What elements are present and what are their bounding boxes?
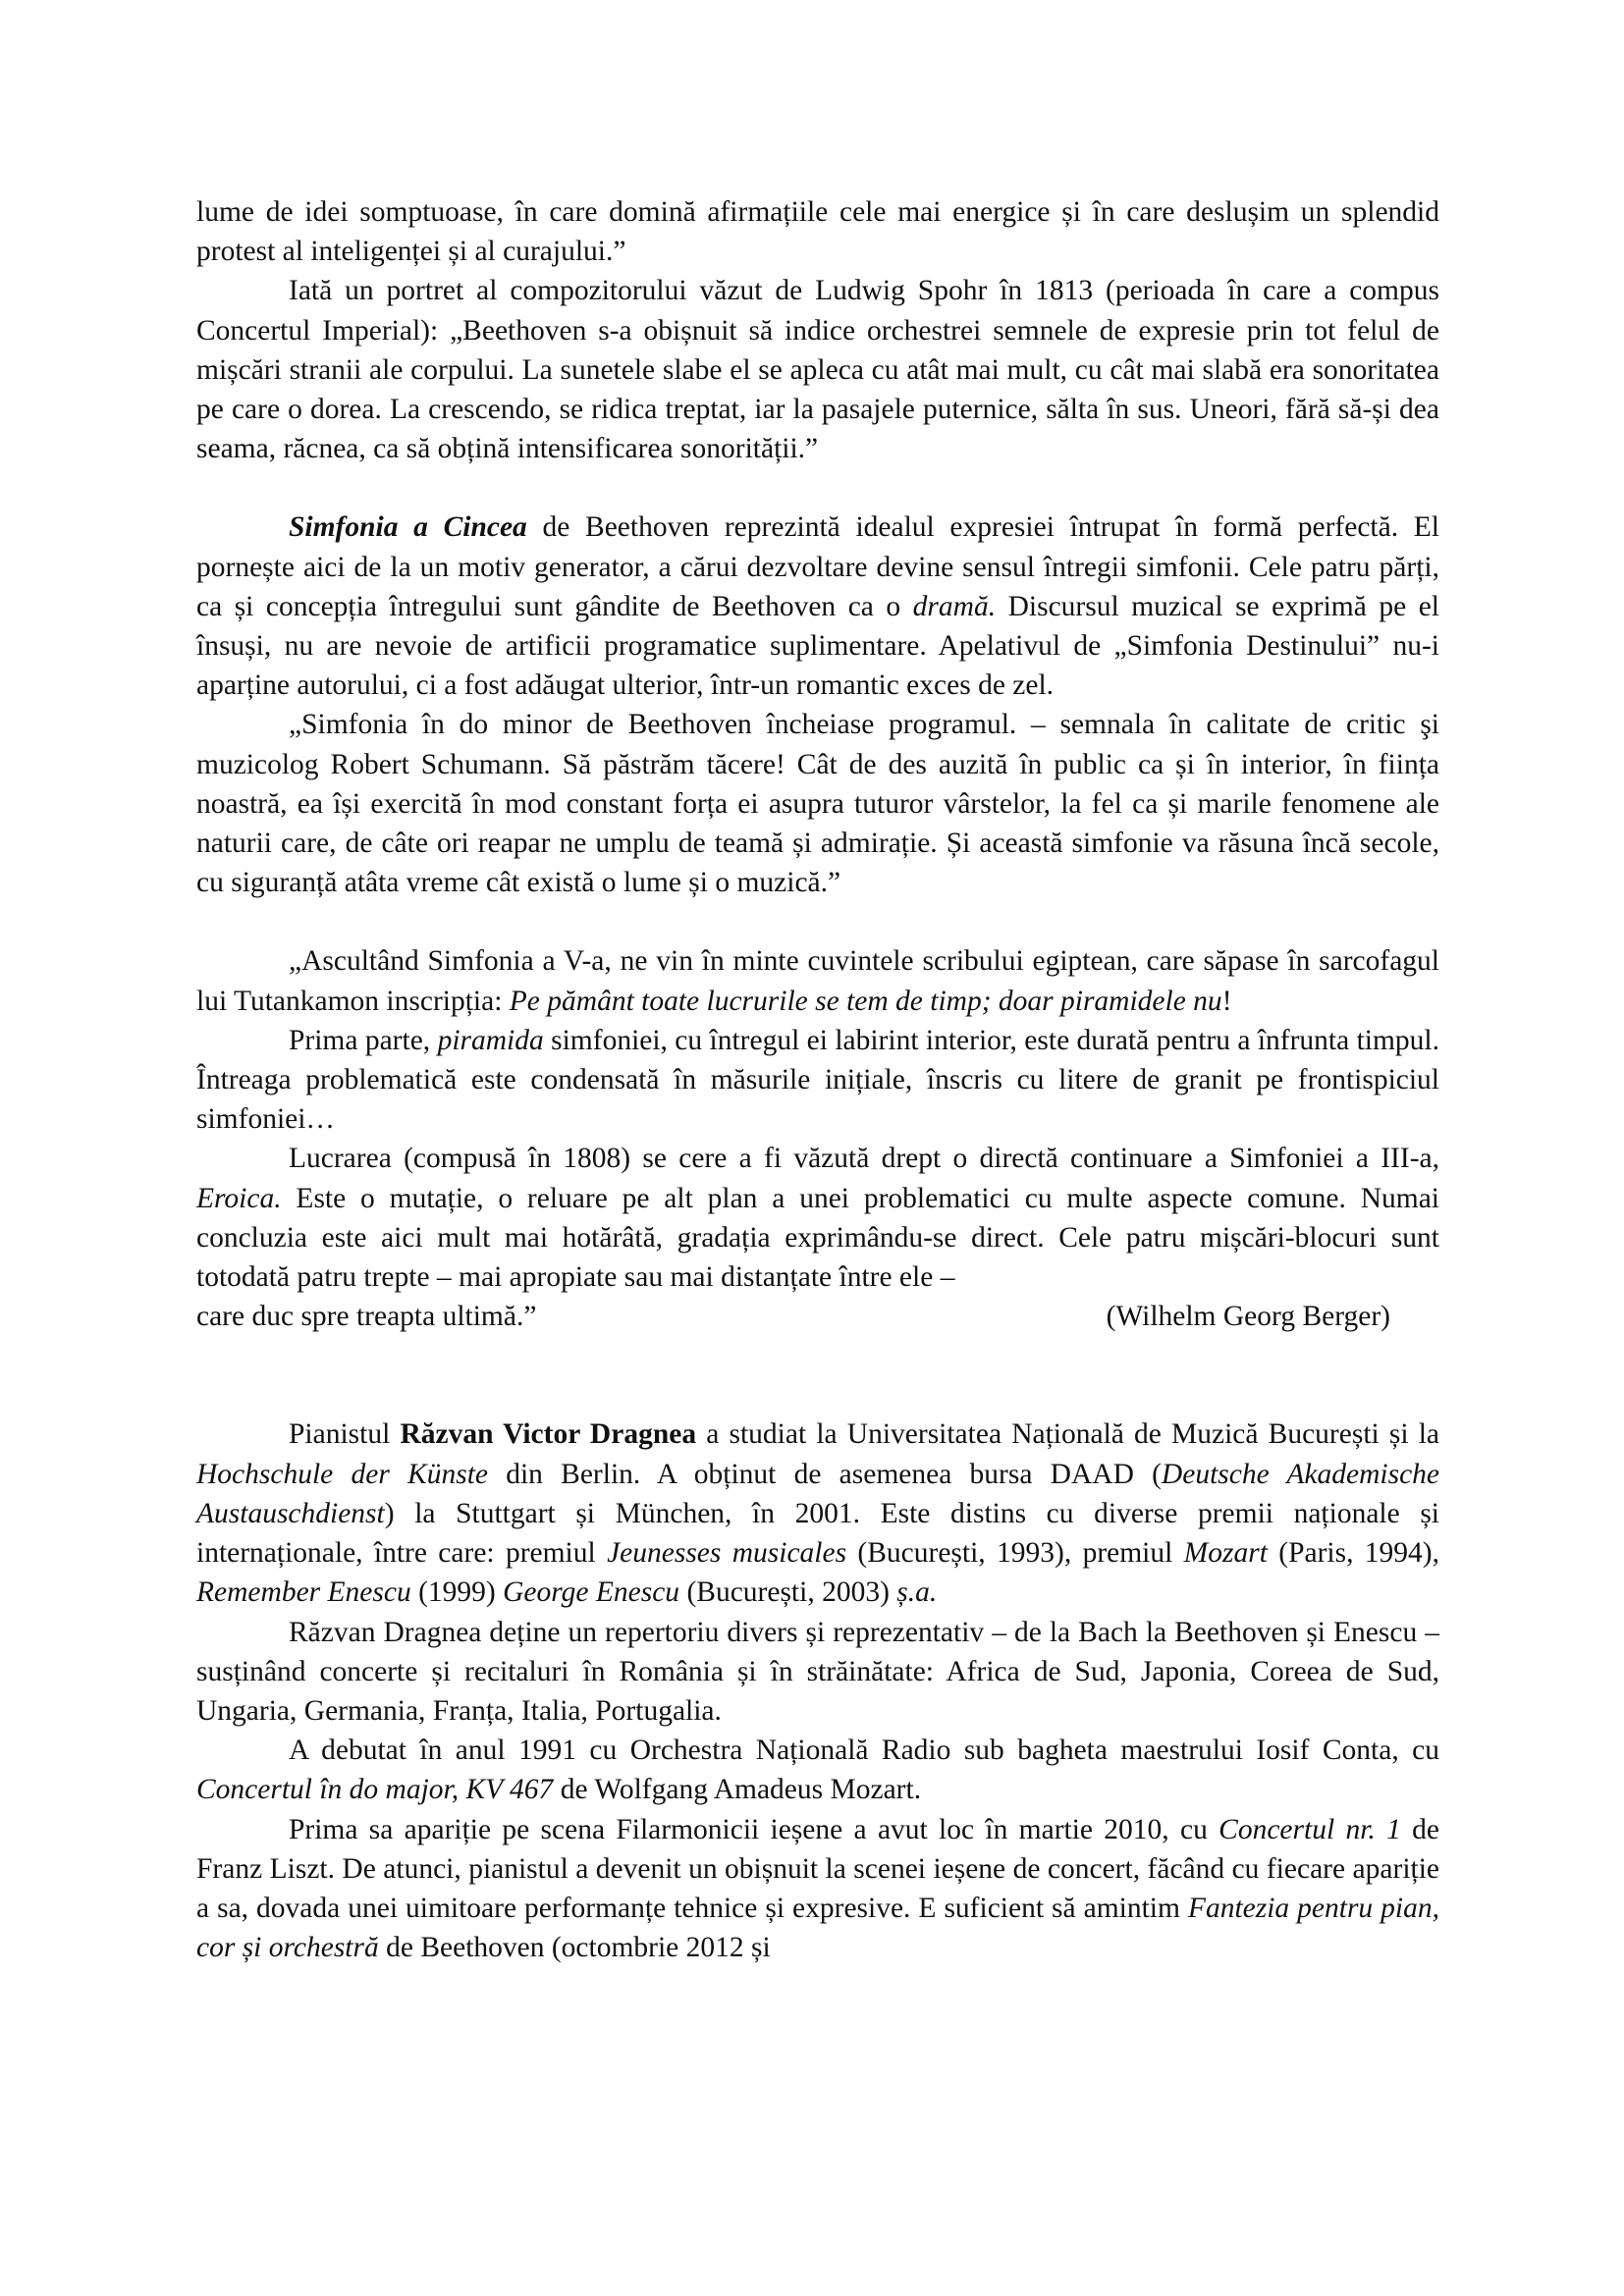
text-run: Prima sa apariție pe scena Filarmonicii ieșene a avut loc în martie 2010, cu <box>289 1813 1219 1845</box>
text-run: din Berlin. A obținut de asemenea bursa DAAD ( <box>488 1458 1162 1490</box>
text-run: Răzvan Dragnea deține un repertoriu divers și reprezentativ – de la Bach la Beethoven și Enescu – susținând concerte și recitaluri în România și în străinătate: Africa de Sud, Japonia, Coreea de Sud, Ungaria, Germania, Franța, Italia, Portugalia. <box>196 1616 1439 1727</box>
text-run: a studiat la Universitatea Națională de Muzică București și la <box>696 1418 1440 1451</box>
text-run: Iată un portret al compozitorului văzut de Ludwig Spohr în 1813 (perioada în care a compus Concertul Imperial): „Beethoven s-a obișnuit să indice orchestrei semnele de expresie prin tot felul de mișcări stranii ale corpului. La sunetele slabe el se apleca cu atât mai mult, cu cât mai slabă era sonoritatea pe care o dorea. La crescendo, se ridica treptat, iar la pasajele puternice, sălta în sus. Uneori, fără să-și dea seama, răcnea, ca să obțină intensificarea sonorității.” <box>196 275 1439 465</box>
bold-italic-text: Simfonia a Cincea <box>289 511 527 544</box>
paragraph-pianist-bio <box>196 1415 1439 1612</box>
italic-text: ș.a. <box>896 1576 938 1609</box>
text-run: de Beethoven (octombrie 2012 și <box>378 1932 771 1964</box>
bold-text: Răzvan Victor Dragnea <box>400 1418 697 1451</box>
text-run: „Simfonia în do minor de Beethoven încheiase programul. – semnala în calitate de critic şi muzicolog Robert Schumann. Să păstrăm tăcere! Cât de des auzită în public ca și în interior, în ființa noastră, ea își exercită în mod constant forța ei asupra tuturor vârstelor, la fel ca și marile fenomene ale naturii care, de câte ori reapar ne umplu de teamă și admirație. Și această simfonie va răsuna încă secole, cu siguranță atâta vreme cât există o lume și o muzică.” <box>196 709 1439 899</box>
paragraph-eroica-continuation <box>196 1139 1439 1297</box>
text-run: Este o mutație, o reluare pe alt plan a unei problematici cu multe aspecte comune. Numai concluzia este aici mult mai hotărâtă, gradația exprimându-se direct. Cele patru mișcări-blocuri sunt totodată patru trepte – mai apropiate sau mai distanțate între ele – <box>196 1182 1439 1294</box>
italic-text: Eroica. <box>196 1182 282 1214</box>
text-run: lume de idei somptuoase, în care domină afirmațiile cele mai energice și în care deslușim un splendid protest al inteligenței și al curajului.” <box>196 196 1439 268</box>
italic-text: Hochschule der Künste <box>196 1458 488 1490</box>
text-run: ) la Stuttgart și München, în 2001. Este distins cu diverse premii naționale și internaționale, între care: premiul <box>196 1497 1439 1570</box>
text-run: Prima parte, <box>289 1024 438 1056</box>
text-run: simfoniei, cu întregul ei labirint interior, este durată pentru a înfrunta timpul. Întreaga problematică este condensată în măsurile inițiale, înscris cu litere de granit pe frontispiciul simfoniei… <box>196 1024 1439 1136</box>
text-run: „Ascultând Simfonia a V-a, ne vin în minte cuvintele scribului egiptean, care săpase în sarcofagul lui Tutankamon inscripția: <box>196 945 1439 1017</box>
paragraph-continuation <box>196 192 1439 271</box>
italic-text: Concertul nr. 1 <box>1218 1813 1401 1845</box>
document-page <box>196 192 1439 1967</box>
italic-text: Pe pământ toate lucrurile se tem de timp; doar piramidele nu <box>509 985 1222 1017</box>
quote-attribution: (Wilhelm Georg Berger) <box>1106 1301 1390 1333</box>
quote-last-line: care duc spre treapta ultimă.” <box>196 1301 537 1333</box>
paragraph-first-movement <box>196 1021 1439 1140</box>
text-run: Lucrarea (compusă în 1808) se cere a fi văzută drept o directă continuare a Simfoniei a III-a, <box>289 1143 1439 1175</box>
italic-text: Fantezia pentru pian, cor și orchestră <box>196 1892 1439 1964</box>
italic-text: Mozart <box>1183 1537 1268 1570</box>
paragraph-spohr-portrait <box>196 271 1439 468</box>
italic-text: piramida <box>437 1024 544 1056</box>
paragraph-fifth-symphony-intro <box>196 507 1439 705</box>
text-run: (1999) <box>410 1576 504 1609</box>
text-run: (București, 1993), premiul <box>846 1537 1184 1570</box>
paragraph-berger-quote-opening <box>196 941 1439 1020</box>
paragraph-debut <box>196 1731 1439 1809</box>
text-run: A debutat în anul 1991 cu Orchestra Națională Radio sub bagheta maestrului Iosif Conta, cu <box>289 1735 1439 1767</box>
text-run: Pianistul <box>289 1418 401 1451</box>
italic-text: George Enescu <box>503 1576 680 1609</box>
text-run: ! <box>1221 985 1232 1017</box>
text-run: de Beethoven reprezintă idealul expresiei întrupat în formă perfectă. El pornește aici de la un motiv generator, a cărui dezvoltare devine sensul întregii simfonii. Cele patru părți, ca și concepția întregului sunt gândite de Beethoven ca o <box>196 511 1439 622</box>
text-run: Discursul muzical se exprimă pe el însuși, nu are nevoie de artificii programatice suplimentare. Apelativul de „Simfonia Destinului” nu-i aparține autorului, ci a fost adăugat ulterior, într-un romantic exces de zel. <box>196 590 1439 702</box>
paragraph-repertoire <box>196 1613 1439 1732</box>
text-run: de Franz Liszt. De atunci, pianistul a devenit un obișnuit la scenei ieșene de concert, făcând cu fiecare apariție a sa, dovada unei uimitoare performanțe tehnice și expresive. E suficient să amintim <box>196 1813 1440 1924</box>
text-run: (Paris, 1994), <box>1267 1537 1439 1570</box>
paragraph-schumann-quote <box>196 705 1439 902</box>
paragraph-iasi-philharmonic <box>196 1810 1439 1968</box>
text-run: (București, 2003) <box>679 1576 897 1609</box>
italic-text: Jeunesses musicales <box>607 1537 847 1570</box>
italic-text: Remember Enescu <box>196 1576 411 1609</box>
quote-closing-line <box>196 1297 1439 1336</box>
italic-text: Deutsche Akademische Austauschdienst <box>196 1458 1440 1529</box>
text-run: de Wolfgang Amadeus Mozart. <box>553 1774 922 1806</box>
italic-text: dramă. <box>912 590 997 622</box>
italic-text: Concertul în do major, KV 467 <box>196 1774 554 1806</box>
